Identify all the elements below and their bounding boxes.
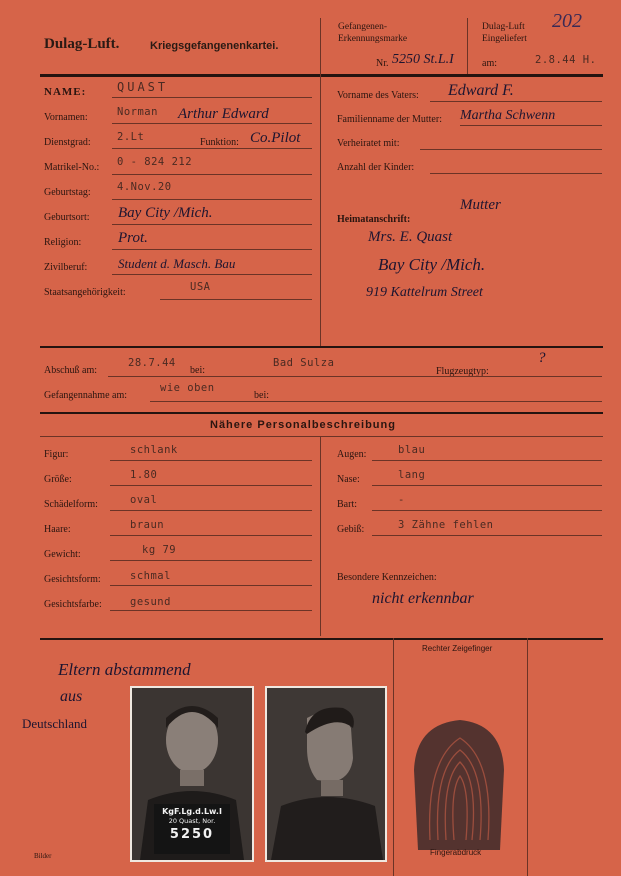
funktion-value: Co.Pilot — [250, 130, 301, 146]
augen-line — [372, 460, 602, 461]
am-label: am: — [482, 58, 497, 69]
profile-portrait-graphic — [267, 688, 385, 860]
card-subtitle: Kriegsgefangenenkartei. — [150, 40, 279, 52]
gesichtsform-label: Gesichtsform: — [44, 574, 101, 585]
center-divider-top — [320, 18, 321, 346]
nase-label: Nase: — [337, 474, 360, 485]
center-divider-description — [320, 436, 321, 636]
mutter-line — [460, 125, 602, 126]
note-line-2: aus — [60, 688, 83, 705]
mutter-value: Martha Schwenn — [460, 108, 556, 123]
vornamen-label: Vornamen: — [44, 112, 88, 123]
zivilberuf-value: Student d. Masch. Bau — [118, 256, 236, 271]
verheiratet-label: Verheiratet mit: — [337, 138, 400, 149]
staat-line — [160, 299, 312, 300]
gewicht-value: kg 79 — [142, 544, 177, 556]
geburtsort-label: Geburtsort: — [44, 212, 90, 223]
description-heading: Nähere Personalbeschreibung — [210, 419, 396, 431]
vornamen-typed: Norman — [117, 106, 158, 118]
bart-value: - — [398, 494, 405, 506]
dienstgrad-line — [112, 148, 312, 149]
haare-label: Haare: — [44, 524, 71, 535]
kennzeichen-label: Besondere Kennzeichen: — [337, 572, 437, 583]
groesse-value: 1.80 — [130, 469, 158, 481]
zivilberuf-label: Zivilberuf: — [44, 262, 88, 273]
haare-value: braun — [130, 519, 165, 531]
heimat-line-4: 919 Kattelrum Street — [366, 285, 483, 300]
section-divider-capture — [40, 346, 603, 348]
geburtstag-label: Geburtstag: — [44, 187, 91, 198]
verheiratet-line — [420, 149, 602, 150]
fingerprint-divider-right — [527, 638, 528, 876]
groesse-label: Größe: — [44, 474, 72, 485]
gesichtsform-line — [110, 585, 312, 586]
gefangen-value: wie oben — [160, 382, 215, 394]
vater-line — [430, 101, 602, 102]
figur-line — [110, 460, 312, 461]
abschuss-line — [108, 376, 602, 377]
religion-line — [112, 249, 312, 250]
note-line-1: Eltern abstammend — [58, 660, 191, 679]
id-plate — [154, 804, 230, 854]
geburtstag-value: 4.Nov.20 — [117, 181, 172, 193]
geburtsort-line — [112, 224, 312, 225]
bart-line — [372, 510, 602, 511]
gewicht-label: Gewicht: — [44, 549, 81, 560]
gebiss-label: Gebiß: — [337, 524, 365, 535]
nr-value: 5250 St.L.I — [392, 52, 454, 67]
header-divider-right — [467, 18, 468, 74]
religion-label: Religion: — [44, 237, 82, 248]
matrikel-label: Matrikel-No.: — [44, 162, 100, 173]
schaedel-line — [110, 510, 312, 511]
vornamen-line — [112, 123, 312, 124]
figur-value: schlank — [130, 444, 178, 456]
marke-label-1: Gefangenen- — [338, 22, 388, 32]
nase-value: lang — [398, 469, 426, 481]
finger-caption: Fingerabdruck — [430, 848, 482, 857]
haare-line — [110, 535, 312, 536]
corner-stamp: Bilder — [34, 852, 52, 860]
dulag-label-1: Dulag-Luft — [482, 22, 525, 32]
gebiss-value: 3 Zähne fehlen — [398, 519, 494, 531]
profile-photo — [265, 686, 387, 862]
plate-line-1: KgF.Lg.d.Lw.I — [162, 807, 222, 816]
bei2-label: bei: — [254, 390, 269, 401]
gesichtsform-value: schmal — [130, 570, 171, 582]
heimat-label: Heimatanschrift: — [337, 214, 411, 225]
dulag-label-2: Eingeliefert — [482, 34, 527, 44]
schaedel-label: Schädelform: — [44, 499, 98, 510]
marke-label-2: Erkennungsmarke — [338, 34, 408, 44]
zivilberuf-line — [112, 274, 312, 275]
vater-label: Vorname des Vaters: — [337, 90, 419, 101]
augen-label: Augen: — [337, 449, 367, 460]
fingerprint-divider-left — [393, 638, 394, 876]
matrikel-value: 0 - 824 212 — [117, 156, 193, 168]
figur-label: Figur: — [44, 449, 69, 460]
gefangen-line — [150, 401, 602, 402]
header-divider — [40, 74, 603, 77]
heimat-line-3: Bay City /Mich. — [378, 255, 486, 274]
dienstgrad-label: Dienstgrad: — [44, 137, 91, 148]
name-value: QUAST — [117, 80, 169, 94]
name-line — [112, 97, 312, 98]
mutter-label: Familienname der Mutter: — [337, 114, 442, 125]
staat-label: Staatsangehörigkeit: — [44, 287, 126, 298]
funktion-label: Funktion: — [200, 137, 239, 148]
nase-line — [372, 485, 602, 486]
religion-value: Prot. — [118, 230, 148, 246]
abschuss-value: 28.7.44 — [128, 357, 176, 369]
kennzeichen-value: nicht erkennbar — [372, 590, 474, 607]
heimat-line-2: Mrs. E. Quast — [368, 229, 453, 245]
note-line-3: Deutschland — [22, 716, 87, 731]
front-photo — [130, 686, 254, 862]
dienstgrad-value: 2.Lt — [117, 131, 145, 143]
plate-line-2: 20 Quast, Nor. — [168, 817, 216, 825]
gesichtsfarbe-value: gesund — [130, 596, 171, 608]
description-heading-line — [40, 436, 603, 437]
schaedel-value: oval — [130, 494, 158, 506]
fingerprint-graphic — [400, 710, 518, 850]
staat-value: USA — [190, 281, 211, 293]
finger-label: Rechter Zeigefinger — [422, 644, 493, 653]
vornamen-hand: Arthur Edward — [178, 106, 269, 122]
flugzeug-label: Flugzeugtyp: — [436, 366, 489, 377]
section-divider-bottom — [40, 638, 603, 640]
vater-value: Edward F. — [448, 82, 514, 99]
gewicht-line — [110, 560, 312, 561]
kinder-line — [430, 173, 602, 174]
augen-value: blau — [398, 444, 426, 456]
bei-value: Bad Sulza — [273, 357, 335, 369]
am-value: 2.8.44 H. — [535, 54, 597, 66]
gesichtsfarbe-line — [110, 610, 312, 611]
handwritten-number: 202 — [552, 10, 582, 32]
bart-label: Bart: — [337, 499, 357, 510]
groesse-line — [110, 485, 312, 486]
gebiss-line — [372, 535, 602, 536]
card-title: Dulag-Luft. — [44, 36, 120, 52]
geburtstag-line — [112, 199, 312, 200]
geburtsort-value: Bay City /Mich. — [118, 205, 213, 221]
gesichtsfarbe-label: Gesichtsfarbe: — [44, 599, 102, 610]
plate-number: 5250 — [169, 827, 215, 842]
section-divider-description — [40, 412, 603, 414]
flugzeug-value: ? — [538, 350, 546, 366]
kinder-label: Anzahl der Kinder: — [337, 162, 415, 173]
gefangen-label: Gefangennahme am: — [44, 390, 128, 401]
name-label: NAME: — [44, 86, 87, 98]
matrikel-line — [112, 174, 312, 175]
bei-label: bei: — [190, 365, 205, 376]
heimat-line-1: Mutter — [460, 197, 501, 213]
nr-label: Nr. — [376, 58, 389, 69]
abschuss-label: Abschuß am: — [44, 365, 98, 376]
